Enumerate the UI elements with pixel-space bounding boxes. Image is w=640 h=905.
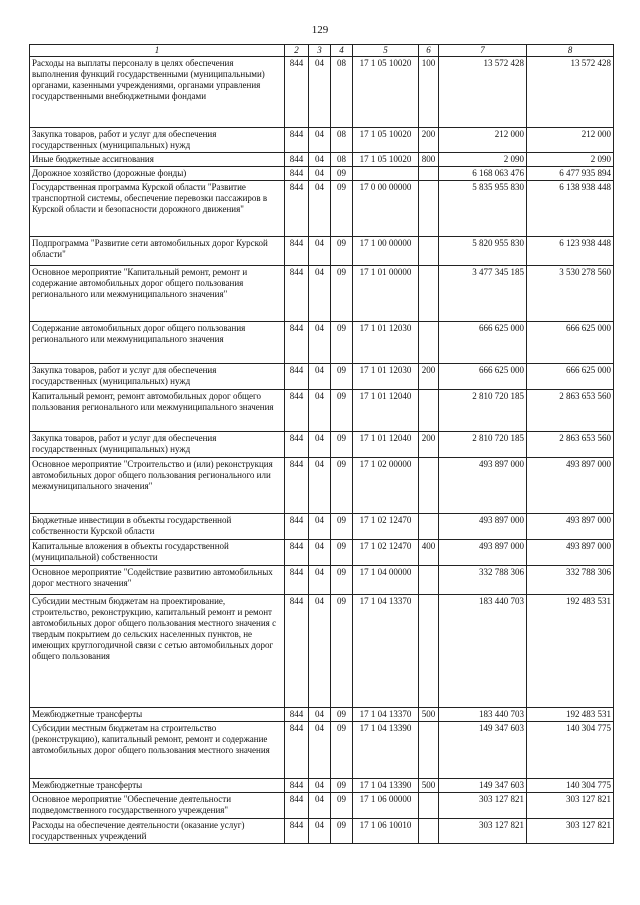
table-header-row: [30, 45, 614, 57]
amount-year-1-cell: 332 788 306: [439, 566, 527, 595]
subsection-cell: 09: [331, 708, 353, 722]
expense-type-cell: 500: [419, 779, 439, 793]
subsection-cell: 08: [331, 153, 353, 167]
table-row: [30, 432, 614, 458]
section-cell: 04: [309, 57, 331, 128]
row-name-cell: Основное мероприятие "Содействие развитию автомобильных дорог местного значения": [30, 566, 285, 595]
target-article-cell: 17 1 02 00000: [353, 458, 419, 514]
target-article-cell: 17 1 02 12470: [353, 540, 419, 566]
amount-year-2-cell: 13 572 428: [527, 57, 614, 128]
expense-type-cell: [419, 722, 439, 779]
expense-type-cell: [419, 458, 439, 514]
amount-year-2-cell: 2 863 653 560: [527, 432, 614, 458]
table-row: [30, 167, 614, 181]
target-article-cell: 17 1 04 00000: [353, 566, 419, 595]
target-article-cell: 17 1 01 00000: [353, 266, 419, 322]
row-name-cell: Закупка товаров, работ и услуг для обеспечения государственных (муниципальных) нужд: [30, 364, 285, 390]
amount-year-2-cell: 140 304 775: [527, 779, 614, 793]
table-row: [30, 566, 614, 595]
amount-year-2-cell: 332 788 306: [527, 566, 614, 595]
row-name-cell: Основное мероприятие "Капитальный ремонт, ремонт и содержание автомобильных дорог общего пользования регионального или межмуниципального значения": [30, 266, 285, 322]
subsection-cell: 09: [331, 181, 353, 237]
row-name-cell: Капитальные вложения в объекты государственной (муниципальной) собственности: [30, 540, 285, 566]
row-name-cell: Дорожное хозяйство (дорожные фонды): [30, 167, 285, 181]
amount-year-1-cell: 5 820 955 830: [439, 237, 527, 266]
expense-type-cell: [419, 322, 439, 364]
code-cell: 844: [285, 128, 309, 153]
expense-type-cell: 800: [419, 153, 439, 167]
table-row: [30, 128, 614, 153]
amount-year-2-cell: 493 897 000: [527, 458, 614, 514]
table-row: [30, 819, 614, 844]
code-cell: 844: [285, 514, 309, 540]
amount-year-2-cell: 2 090: [527, 153, 614, 167]
section-cell: 04: [309, 181, 331, 237]
amount-year-1-cell: 183 440 703: [439, 708, 527, 722]
row-name-cell: Капитальный ремонт, ремонт автомобильных дорог общего пользования регионального или межмуниципального значения: [30, 390, 285, 432]
code-cell: 844: [285, 364, 309, 390]
row-name-cell: Межбюджетные трансферты: [30, 779, 285, 793]
section-cell: 04: [309, 364, 331, 390]
table-row: [30, 364, 614, 390]
table-row: [30, 153, 614, 167]
row-name-cell: Межбюджетные трансферты: [30, 708, 285, 722]
amount-year-2-cell: 493 897 000: [527, 514, 614, 540]
target-article-cell: 17 1 04 13370: [353, 595, 419, 708]
amount-year-1-cell: 493 897 000: [439, 458, 527, 514]
section-cell: 04: [309, 793, 331, 819]
table-row: [30, 779, 614, 793]
section-cell: 04: [309, 266, 331, 322]
subsection-cell: 09: [331, 514, 353, 540]
amount-year-1-cell: 2 090: [439, 153, 527, 167]
table-row: [30, 708, 614, 722]
code-cell: 844: [285, 181, 309, 237]
code-cell: 844: [285, 708, 309, 722]
amount-year-1-cell: 6 168 063 476: [439, 167, 527, 181]
amount-year-1-cell: 3 477 345 185: [439, 266, 527, 322]
amount-year-1-cell: 493 897 000: [439, 540, 527, 566]
section-cell: 04: [309, 819, 331, 844]
expense-type-cell: [419, 595, 439, 708]
code-cell: 844: [285, 819, 309, 844]
code-cell: 844: [285, 722, 309, 779]
amount-year-2-cell: 3 530 278 560: [527, 266, 614, 322]
header-cell: 8: [527, 45, 614, 57]
table-row: [30, 595, 614, 708]
subsection-cell: 09: [331, 237, 353, 266]
code-cell: 844: [285, 57, 309, 128]
subsection-cell: 08: [331, 57, 353, 128]
code-cell: 844: [285, 153, 309, 167]
header-cell: 7: [439, 45, 527, 57]
expense-type-cell: 100: [419, 57, 439, 128]
row-name-cell: Содержание автомобильных дорог общего пользования регионального или межмуниципального значения: [30, 322, 285, 364]
section-cell: 04: [309, 322, 331, 364]
subsection-cell: 09: [331, 458, 353, 514]
target-article-cell: 17 1 01 12040: [353, 432, 419, 458]
target-article-cell: 17 1 06 00000: [353, 793, 419, 819]
expense-type-cell: 200: [419, 432, 439, 458]
section-cell: 04: [309, 167, 331, 181]
expense-type-cell: 400: [419, 540, 439, 566]
subsection-cell: 09: [331, 364, 353, 390]
expense-type-cell: [419, 266, 439, 322]
expense-type-cell: [419, 566, 439, 595]
code-cell: 844: [285, 566, 309, 595]
code-cell: 844: [285, 779, 309, 793]
subsection-cell: 09: [331, 266, 353, 322]
target-article-cell: 17 1 00 00000: [353, 237, 419, 266]
row-name-cell: Подпрограмма "Развитие сети автомобильных дорог Курской области": [30, 237, 285, 266]
amount-year-2-cell: 666 625 000: [527, 322, 614, 364]
header-cell: 3: [309, 45, 331, 57]
amount-year-1-cell: 149 347 603: [439, 722, 527, 779]
target-article-cell: 17 1 04 13390: [353, 722, 419, 779]
subsection-cell: 09: [331, 540, 353, 566]
code-cell: 844: [285, 458, 309, 514]
code-cell: 844: [285, 432, 309, 458]
expense-type-cell: [419, 390, 439, 432]
amount-year-2-cell: 192 483 531: [527, 595, 614, 708]
expense-type-cell: [419, 181, 439, 237]
target-article-cell: 17 1 04 13370: [353, 708, 419, 722]
code-cell: 844: [285, 237, 309, 266]
row-name-cell: Субсидии местным бюджетам на строительство (реконструкцию), капитальный ремонт, ремонт и содержание автомобильных дорог общего пользования местного значения: [30, 722, 285, 779]
section-cell: 04: [309, 566, 331, 595]
amount-year-2-cell: 303 127 821: [527, 793, 614, 819]
target-article-cell: 17 1 01 12030: [353, 364, 419, 390]
page-number: 129: [311, 24, 329, 36]
header-cell: 1: [30, 45, 285, 57]
amount-year-2-cell: 6 123 938 448: [527, 237, 614, 266]
amount-year-1-cell: 666 625 000: [439, 364, 527, 390]
target-article-cell: 17 0 00 00000: [353, 181, 419, 237]
table-row: [30, 57, 614, 128]
subsection-cell: 09: [331, 722, 353, 779]
table-row: [30, 181, 614, 237]
amount-year-2-cell: 303 127 821: [527, 819, 614, 844]
table-row: [30, 390, 614, 432]
section-cell: 04: [309, 390, 331, 432]
expense-type-cell: 200: [419, 128, 439, 153]
amount-year-1-cell: 2 810 720 185: [439, 432, 527, 458]
section-cell: 04: [309, 540, 331, 566]
amount-year-1-cell: 303 127 821: [439, 793, 527, 819]
code-cell: 844: [285, 266, 309, 322]
section-cell: 04: [309, 708, 331, 722]
budget-table: [29, 44, 614, 844]
header-cell: 2: [285, 45, 309, 57]
header-cell: 4: [331, 45, 353, 57]
code-cell: 844: [285, 167, 309, 181]
expense-type-cell: [419, 167, 439, 181]
amount-year-1-cell: 149 347 603: [439, 779, 527, 793]
code-cell: 844: [285, 595, 309, 708]
subsection-cell: 09: [331, 793, 353, 819]
amount-year-1-cell: 183 440 703: [439, 595, 527, 708]
row-name-cell: Расходы на обеспечение деятельности (оказание услуг) государственных учреждений: [30, 819, 285, 844]
section-cell: 04: [309, 153, 331, 167]
target-article-cell: 17 1 05 10020: [353, 153, 419, 167]
table-row: [30, 266, 614, 322]
target-article-cell: 17 1 01 12040: [353, 390, 419, 432]
row-name-cell: Закупка товаров, работ и услуг для обеспечения государственных (муниципальных) нужд: [30, 432, 285, 458]
expense-type-cell: 200: [419, 364, 439, 390]
table-row: [30, 458, 614, 514]
subsection-cell: 09: [331, 390, 353, 432]
amount-year-1-cell: 666 625 000: [439, 322, 527, 364]
code-cell: 844: [285, 793, 309, 819]
subsection-cell: 09: [331, 819, 353, 844]
target-article-cell: 17 1 05 10020: [353, 128, 419, 153]
row-name-cell: Иные бюджетные ассигнования: [30, 153, 285, 167]
section-cell: 04: [309, 432, 331, 458]
table-row: [30, 793, 614, 819]
target-article-cell: 17 1 05 10020: [353, 57, 419, 128]
amount-year-1-cell: 5 835 955 830: [439, 181, 527, 237]
amount-year-2-cell: 140 304 775: [527, 722, 614, 779]
amount-year-2-cell: 666 625 000: [527, 364, 614, 390]
row-name-cell: Расходы на выплаты персоналу в целях обеспечения выполнения функций государственными (муниципальными) органами, казенными учреждениями, органами управления государственными внебюджетными фондами: [30, 57, 285, 128]
row-name-cell: Основное мероприятие "Строительство и (или) реконструкция автомобильных дорог общего пользования регионального или межмуниципального значения": [30, 458, 285, 514]
subsection-cell: 09: [331, 779, 353, 793]
expense-type-cell: 500: [419, 708, 439, 722]
section-cell: 04: [309, 458, 331, 514]
row-name-cell: Субсидии местным бюджетам на проектирование, строительство, реконструкцию, капитальный ремонт и ремонт автомобильных дорог общего пользования местного значения с твердым покрытием до сельских населенных пунктов, не имеющих круглогодичной связи с сетью автомобильных дорог общего пользования: [30, 595, 285, 708]
code-cell: 844: [285, 322, 309, 364]
row-name-cell: Закупка товаров, работ и услуг для обеспечения государственных (муниципальных) нужд: [30, 128, 285, 153]
amount-year-1-cell: 2 810 720 185: [439, 390, 527, 432]
row-name-cell: Государственная программа Курской области "Развитие транспортной системы, обеспечение перевозки пассажиров в Курской области и безопасности дорожного движения": [30, 181, 285, 237]
subsection-cell: 09: [331, 566, 353, 595]
header-cell: 6: [419, 45, 439, 57]
row-name-cell: Бюджетные инвестиции в объекты государственной собственности Курской области: [30, 514, 285, 540]
table-row: [30, 322, 614, 364]
target-article-cell: [353, 167, 419, 181]
section-cell: 04: [309, 722, 331, 779]
header-cell: 5: [353, 45, 419, 57]
amount-year-1-cell: 493 897 000: [439, 514, 527, 540]
table-row: [30, 237, 614, 266]
section-cell: 04: [309, 595, 331, 708]
subsection-cell: 09: [331, 322, 353, 364]
target-article-cell: 17 1 04 13390: [353, 779, 419, 793]
table-row: [30, 514, 614, 540]
expense-type-cell: [419, 819, 439, 844]
target-article-cell: 17 1 01 12030: [353, 322, 419, 364]
subsection-cell: 09: [331, 432, 353, 458]
amount-year-2-cell: 493 897 000: [527, 540, 614, 566]
section-cell: 04: [309, 514, 331, 540]
amount-year-2-cell: 192 483 531: [527, 708, 614, 722]
table-row: [30, 722, 614, 779]
amount-year-1-cell: 212 000: [439, 128, 527, 153]
amount-year-2-cell: 2 863 653 560: [527, 390, 614, 432]
section-cell: 04: [309, 128, 331, 153]
section-cell: 04: [309, 237, 331, 266]
expense-type-cell: [419, 793, 439, 819]
row-name-cell: Основное мероприятие "Обеспечение деятельности подведомственного государственного учреждения": [30, 793, 285, 819]
amount-year-2-cell: 212 000: [527, 128, 614, 153]
expense-type-cell: [419, 237, 439, 266]
amount-year-2-cell: 6 477 935 894: [527, 167, 614, 181]
target-article-cell: 17 1 02 12470: [353, 514, 419, 540]
target-article-cell: 17 1 06 10010: [353, 819, 419, 844]
table-row: [30, 540, 614, 566]
section-cell: 04: [309, 779, 331, 793]
expense-type-cell: [419, 514, 439, 540]
subsection-cell: 08: [331, 128, 353, 153]
code-cell: 844: [285, 540, 309, 566]
amount-year-2-cell: 6 138 938 448: [527, 181, 614, 237]
subsection-cell: 09: [331, 595, 353, 708]
subsection-cell: 09: [331, 167, 353, 181]
code-cell: 844: [285, 390, 309, 432]
amount-year-1-cell: 303 127 821: [439, 819, 527, 844]
amount-year-1-cell: 13 572 428: [439, 57, 527, 128]
